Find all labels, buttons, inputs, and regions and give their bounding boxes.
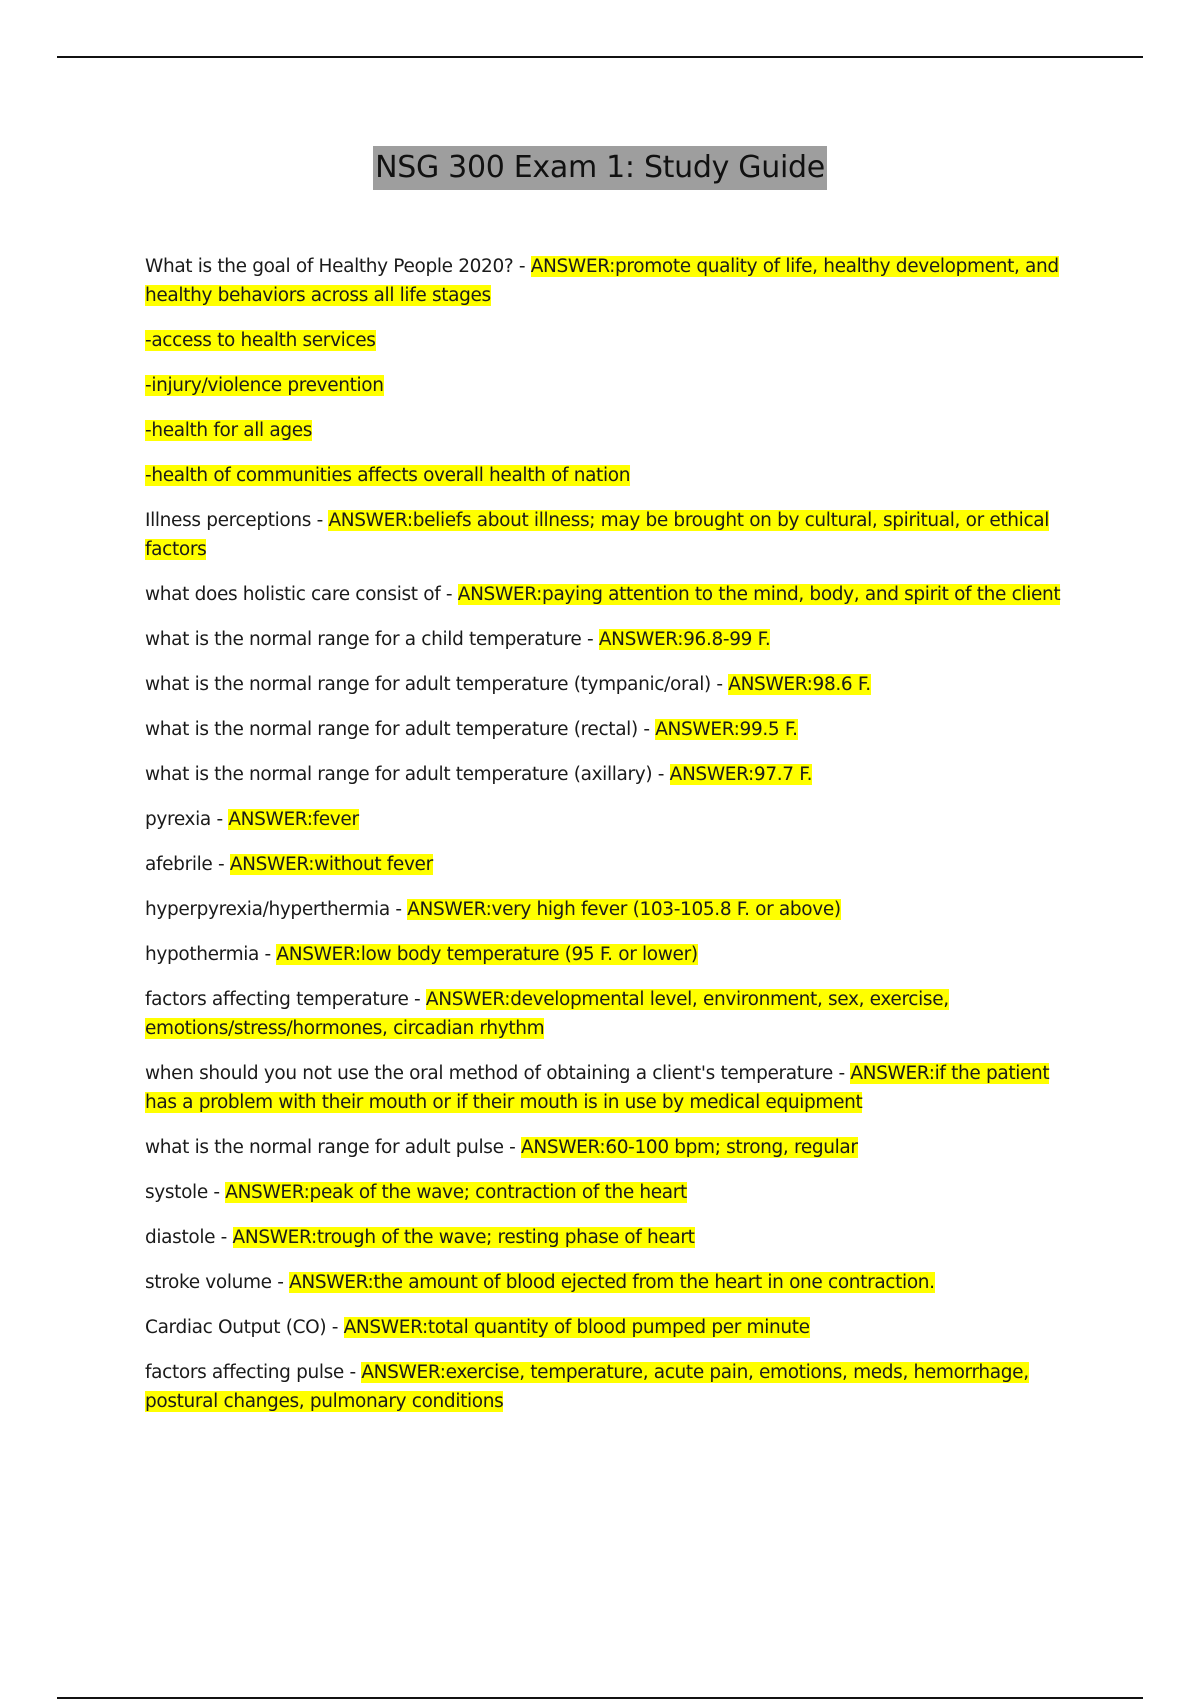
answer-bullet: -access to health services — [145, 330, 376, 351]
question-text: what is the normal range for adult pulse — [145, 1137, 504, 1158]
separator: - — [215, 1227, 233, 1248]
answer-text: ANSWER:total quantity of blood pumped per minute — [343, 1317, 810, 1338]
answer-text: ANSWER:exercise, temperature, acute pain, emotions, meds, hemorrhage, postural changes, pulmonary conditions — [145, 1362, 1029, 1412]
question-text: when should you not use the oral method of obtaining a client's temperature — [145, 1063, 833, 1084]
entry — [145, 1223, 1070, 1252]
entry — [145, 1133, 1070, 1162]
separator: - — [207, 1182, 226, 1203]
entry — [145, 1178, 1070, 1207]
entry — [145, 580, 1070, 609]
answer-text: ANSWER:beliefs about illness; may be brought on by cultural, spiritual, or ethical factors — [145, 510, 1050, 560]
separator: - — [832, 1063, 851, 1084]
separator: - — [389, 899, 408, 920]
bottom-rule — [57, 1697, 1143, 1699]
entry — [145, 760, 1070, 789]
answer-bullet: -injury/violence prevention — [145, 375, 384, 396]
answer-text: ANSWER:fever — [228, 809, 359, 830]
separator: - — [710, 674, 729, 695]
answer-text: ANSWER:very high fever (103-105.8 F. or above) — [407, 899, 841, 920]
separator: - — [259, 944, 277, 965]
question-text: what is the normal range for a child temperature — [145, 629, 582, 650]
answer-text: ANSWER:the amount of blood ejected from the heart in one contraction. — [289, 1272, 935, 1293]
separator: - — [343, 1362, 362, 1383]
entry — [145, 461, 1070, 490]
entry — [145, 1268, 1070, 1297]
entry — [145, 1313, 1070, 1342]
separator: - — [311, 510, 329, 531]
separator: - — [503, 1137, 522, 1158]
answer-text: ANSWER:98.6 F. — [728, 674, 871, 695]
entry — [145, 416, 1070, 445]
question-text: hypothermia — [145, 944, 260, 965]
answer-text: ANSWER:promote quality of life, healthy development, and healthy behaviors across all life stages — [145, 256, 1059, 306]
entry — [145, 371, 1070, 400]
entry — [145, 805, 1070, 834]
separator: - — [271, 1272, 290, 1293]
question-text: What is the goal of Healthy People 2020? — [145, 256, 514, 277]
separator: - — [408, 989, 426, 1010]
top-rule — [57, 56, 1143, 58]
entry — [145, 715, 1070, 744]
question-text: hyperpyrexia/hyperthermia — [145, 899, 390, 920]
answer-bullet: -health of communities affects overall health of nation — [145, 465, 631, 486]
answer-text: ANSWER:60-100 bpm; strong, regular — [521, 1137, 858, 1158]
question-text: Illness perceptions — [145, 510, 312, 531]
document-title: NSG 300 Exam 1: Study Guide — [373, 146, 827, 190]
separator: - — [581, 629, 599, 650]
answer-bullet: -health for all ages — [145, 420, 313, 441]
answer-text: ANSWER:developmental level, environment, sex, exercise, emotions/stress/hormones, circadian rhythm — [145, 989, 949, 1039]
title-container — [0, 146, 1200, 190]
separator: - — [637, 719, 656, 740]
entry — [145, 506, 1070, 564]
question-text: what is the normal range for adult temperature (axillary) — [145, 764, 653, 785]
separator: - — [513, 256, 531, 277]
entry — [145, 1358, 1070, 1416]
answer-text: ANSWER:if the patient has a problem with their mouth or if their mouth is in use by medical equipment — [145, 1063, 1050, 1113]
question-text: diastole — [145, 1227, 216, 1248]
question-text: what is the normal range for adult temperature (tympanic/oral) — [145, 674, 711, 695]
answer-text: ANSWER:97.7 F. — [669, 764, 813, 785]
separator: - — [652, 764, 670, 785]
question-text: what is the normal range for adult temperature (rectal) — [145, 719, 638, 740]
separator: - — [440, 584, 458, 605]
answer-text: ANSWER:99.5 F. — [655, 719, 798, 740]
entry — [145, 850, 1070, 879]
entry — [145, 326, 1070, 355]
entry — [145, 895, 1070, 924]
entry — [145, 985, 1070, 1043]
answer-text: ANSWER:96.8-99 F. — [598, 629, 771, 650]
separator: - — [210, 809, 229, 830]
question-text: factors affecting pulse — [145, 1362, 344, 1383]
study-guide-entries — [145, 252, 1070, 1432]
question-text: stroke volume — [145, 1272, 272, 1293]
answer-text: ANSWER:without fever — [229, 854, 433, 875]
entry — [145, 670, 1070, 699]
separator: - — [326, 1317, 344, 1338]
separator: - — [212, 854, 230, 875]
question-text: factors affecting temperature — [145, 989, 409, 1010]
answer-text: ANSWER:paying attention to the mind, body, and spirit of the client — [457, 584, 1061, 605]
answer-text: ANSWER:trough of the wave; resting phase of heart — [232, 1227, 695, 1248]
question-text: Cardiac Output (CO) — [145, 1317, 327, 1338]
entry — [145, 940, 1070, 969]
answer-text: ANSWER:low body temperature (95 F. or lower) — [276, 944, 698, 965]
question-text: pyrexia — [145, 809, 211, 830]
entry — [145, 625, 1070, 654]
question-text: afebrile — [145, 854, 213, 875]
entry — [145, 1059, 1070, 1117]
question-text: what does holistic care consist of — [145, 584, 441, 605]
question-text: systole — [145, 1182, 208, 1203]
entry — [145, 252, 1070, 310]
answer-text: ANSWER:peak of the wave; contraction of the heart — [225, 1182, 687, 1203]
